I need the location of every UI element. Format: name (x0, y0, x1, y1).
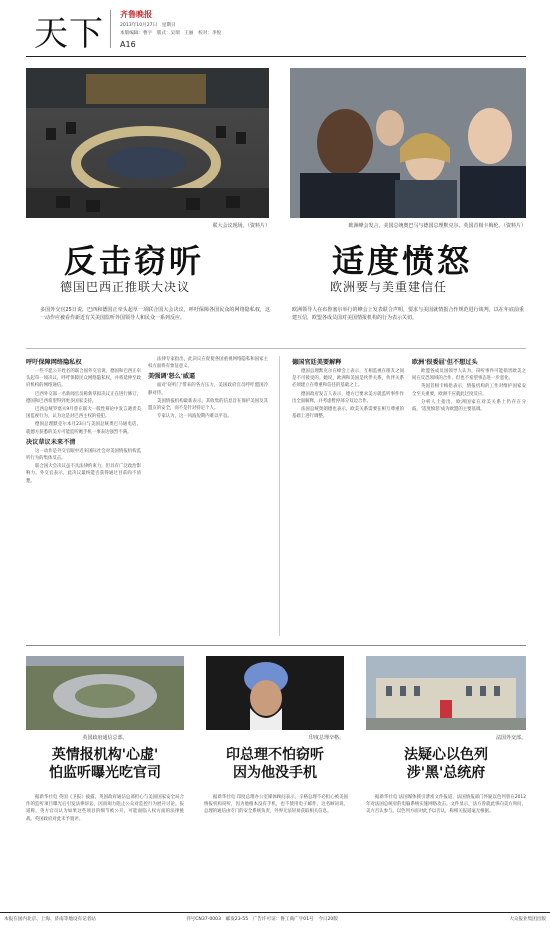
paragraph: 面对'窃听门'带来的各方压力，美国政府官员呼吁盟国冷静对待。 (148, 383, 268, 396)
masthead-rule (26, 56, 526, 57)
paragraph: 巴西外交部一名新闻官员称新草拟决议正在进行修订，德国和巴西希望得到更多国家支持。 (26, 391, 141, 404)
paragraph: 英国首相卡梅伦表示，情报机构的工作对维护国家安全至关重要，欧洲不应就此过度反应。 (412, 384, 526, 397)
paragraph: 德国政府发言人表示，德方已要求美方就监听事件作出全面解释，并考虑暂停部分双边合作。 (292, 391, 404, 404)
column-divider (279, 356, 280, 636)
left-article-col-2 (148, 356, 268, 638)
gchq-caption: 英国政府通信总部。 (82, 735, 128, 741)
right-article-col-1 (292, 356, 404, 638)
un-assembly-photo (26, 68, 269, 218)
masthead-divider (110, 10, 111, 48)
paper-name: 齐鲁晚报 (120, 10, 152, 19)
right-article-col-2 (412, 356, 526, 638)
story-1-body (26, 794, 184, 906)
right-section-head-2: 欧洲'很委屈'但不想过头 (412, 359, 478, 366)
left-subheadline: 德国巴西正推联大决议 (60, 280, 191, 294)
left-article-col-1 (26, 356, 141, 638)
story-1-title (26, 746, 184, 782)
paragraph: 德国总理默克尔本月23日与美国总统奥巴马通电话，就德方获悉的美方可能监听她手机一事表达强烈不满。 (26, 422, 141, 435)
section-title: 天下 (34, 14, 104, 54)
story-2-title-line-1: 印总理不怕窃听 (226, 747, 324, 763)
right-section-head-1: 德国官廷美要解释 (292, 359, 342, 366)
paragraph: 据新华社电 印度总理办公室媒体顾问表示，辛格总理不必担心被美国情报机构窃听，因为他根本没有手机，也不使用电子邮件。这名顾问说，总理的通信由专门的安全系统负责，外界无法轻易获取相关信息。 (204, 795, 348, 815)
leaders-illustration (290, 68, 526, 218)
masthead-editors: 本版编辑：曹宇 版式：吴瑞 王丽 校对：李悦 (120, 31, 222, 36)
masthead (0, 0, 550, 56)
un-assembly-illustration (26, 68, 269, 218)
leaders-photo-caption: 欧洲峰会发言，美国总统奥巴马与德国总理默克尔、英国首相卡梅伦。（资料片） (348, 223, 526, 229)
elysee-caption: 法国外交部。 (495, 735, 526, 741)
paragraph: 据新华社电 法国媒体援引泄密文件报道，法国情报部门怀疑以色列曾在2012年对法国总统府的电脑系统实施网络攻击。文件显示，法方曾就此事向美方询问，美方否认参与。以色列方面对此予以否认，称相关报道毫无根据。 (366, 795, 526, 815)
story-2-title (202, 746, 348, 782)
left-section-head-1: 呼吁保障网络隐私权 (26, 359, 82, 366)
elysee-illustration (366, 656, 526, 730)
story-2-title-line-2: 因为他没手机 (233, 765, 317, 781)
story-3-title-line-1: 法疑心以色列 (404, 747, 488, 763)
right-headline: 适度愤怒 (332, 242, 473, 280)
paragraph: 据新华社电 英国《卫报》披露，英国政府通信总部担心与美国国家安全局合作的监听项目曝光后引发法律诉讼，因而竭力阻止公众对监控行为展开讨论。报道称，英方官员认为如果这些项目的细节被公开，可能面临人权方面的法律挑战。英国政府对此未予置评。 (26, 795, 184, 822)
story-3-title-line-2: 涉'黑'总统府 (406, 765, 486, 781)
paragraph: 分析人士指出，欧洲国家在对美关系上仍存在分歧，'适度愤怒'成为欧盟的主要基调。 (412, 399, 526, 413)
paragraph: 这一动作是外交官眼中近来国际社会对美国情报机构监听行为的集体反击。 (26, 448, 141, 462)
left-section-head-2: 决议草议未来不清 (26, 438, 76, 446)
footer-right: 大众报业集团出版 (509, 917, 546, 922)
story-1-title-line-2: 怕监听曝光吃官司 (49, 765, 161, 781)
right-lead: 欧洲领导人在布鲁塞尔举行的峰会上发表联合声明，要求与美国就情报合作规范进行谈判，以在年底前重建互信，欧盟各成员国对美国情报机构的行为表示关切。 (292, 307, 524, 321)
paragraph: 法律专家指出，此决议在促使各国重视网络隐私和国家主权方面将有象征意义。 (148, 357, 268, 370)
gchq-photo (26, 656, 184, 730)
paragraph: 联合国大会决议虽不具法律约束力，但具有广泛政治影响力。外交官表示，此决议最终能否获得通过目前尚不清楚。 (26, 464, 141, 484)
left-lead: 多国外交官25日说，巴西和德国正牵头起草一项联合国大会决议，呼吁保障各国民众的网络隐私权，这一动作应被看作新近有关美国监听外国领导人和民众一系列反应。 (40, 307, 270, 321)
paragraph: 一些不愿公开姓名的联合国外交官说，德国和巴西正牵头起草一项决议，呼吁保障民众网络隐私权，并将延伸至政府机构的网络通信。 (26, 369, 141, 389)
gchq-illustration (26, 656, 184, 730)
footer-left: 本报在国内北京、上海、济南等地设有记者站 (4, 917, 96, 922)
story-3-body (366, 794, 526, 906)
un-photo-caption: 联大会议现场。（资料片） (212, 223, 270, 229)
story-1-title-line-1: 英情报机构'心虚' (51, 747, 159, 763)
left-headline: 反击窃听 (64, 242, 205, 280)
right-subheadline: 欧洲要与美重建信任 (330, 280, 448, 294)
leaders-photo (290, 68, 526, 218)
paragraph: 法国总统奥朗德也表示，欧美关系需要在相互尊重的基础上进行调整。 (292, 407, 404, 420)
footer-middle: 刊号CN37-0003 邮发23-55 广告许可证：鲁工商广字01号 今日20版 (186, 917, 338, 922)
masthead-date: 2013年10月27日 星期日 (120, 23, 176, 28)
story-3-title (366, 746, 526, 782)
paragraph: 欧盟各成员国领导人认为，窃听事件可能损害欧美之间在反恐领域的合作，但也不希望事态进一步恶化。 (412, 369, 526, 382)
singh-photo (206, 656, 344, 730)
singh-illustration (206, 656, 344, 730)
footer-rule (0, 912, 550, 913)
lead-rule (26, 348, 526, 349)
bottom-section-rule (26, 645, 526, 646)
elysee-photo (366, 656, 526, 730)
page-number: A16 (120, 40, 136, 49)
paragraph: 德国总理默克尔在峰会上表示，互相监视在朋友之间是不可接受的。她说，欧洲和美国是伙伴关系，伙伴关系必须建立在尊重和信任的基础之上。 (292, 369, 404, 389)
paragraph: 巴西总统罗塞夫9月曾在联大一般性辩论中发言谴责美国监视行为，认为这是对巴西主权的侵犯。 (26, 407, 141, 420)
left-section-head-3: 美强调'怒么'威逼 (148, 373, 196, 381)
story-2-body (204, 794, 348, 906)
paragraph: 美国情报机构最新表示，其收集的信息旨在保护美国及其盟友的安全，而不是针对特定个人。 (148, 398, 268, 412)
singh-caption: 印度总理辛格。 (308, 735, 344, 741)
paragraph: 专家认为，这一风波短期内难以平息。 (157, 414, 232, 420)
